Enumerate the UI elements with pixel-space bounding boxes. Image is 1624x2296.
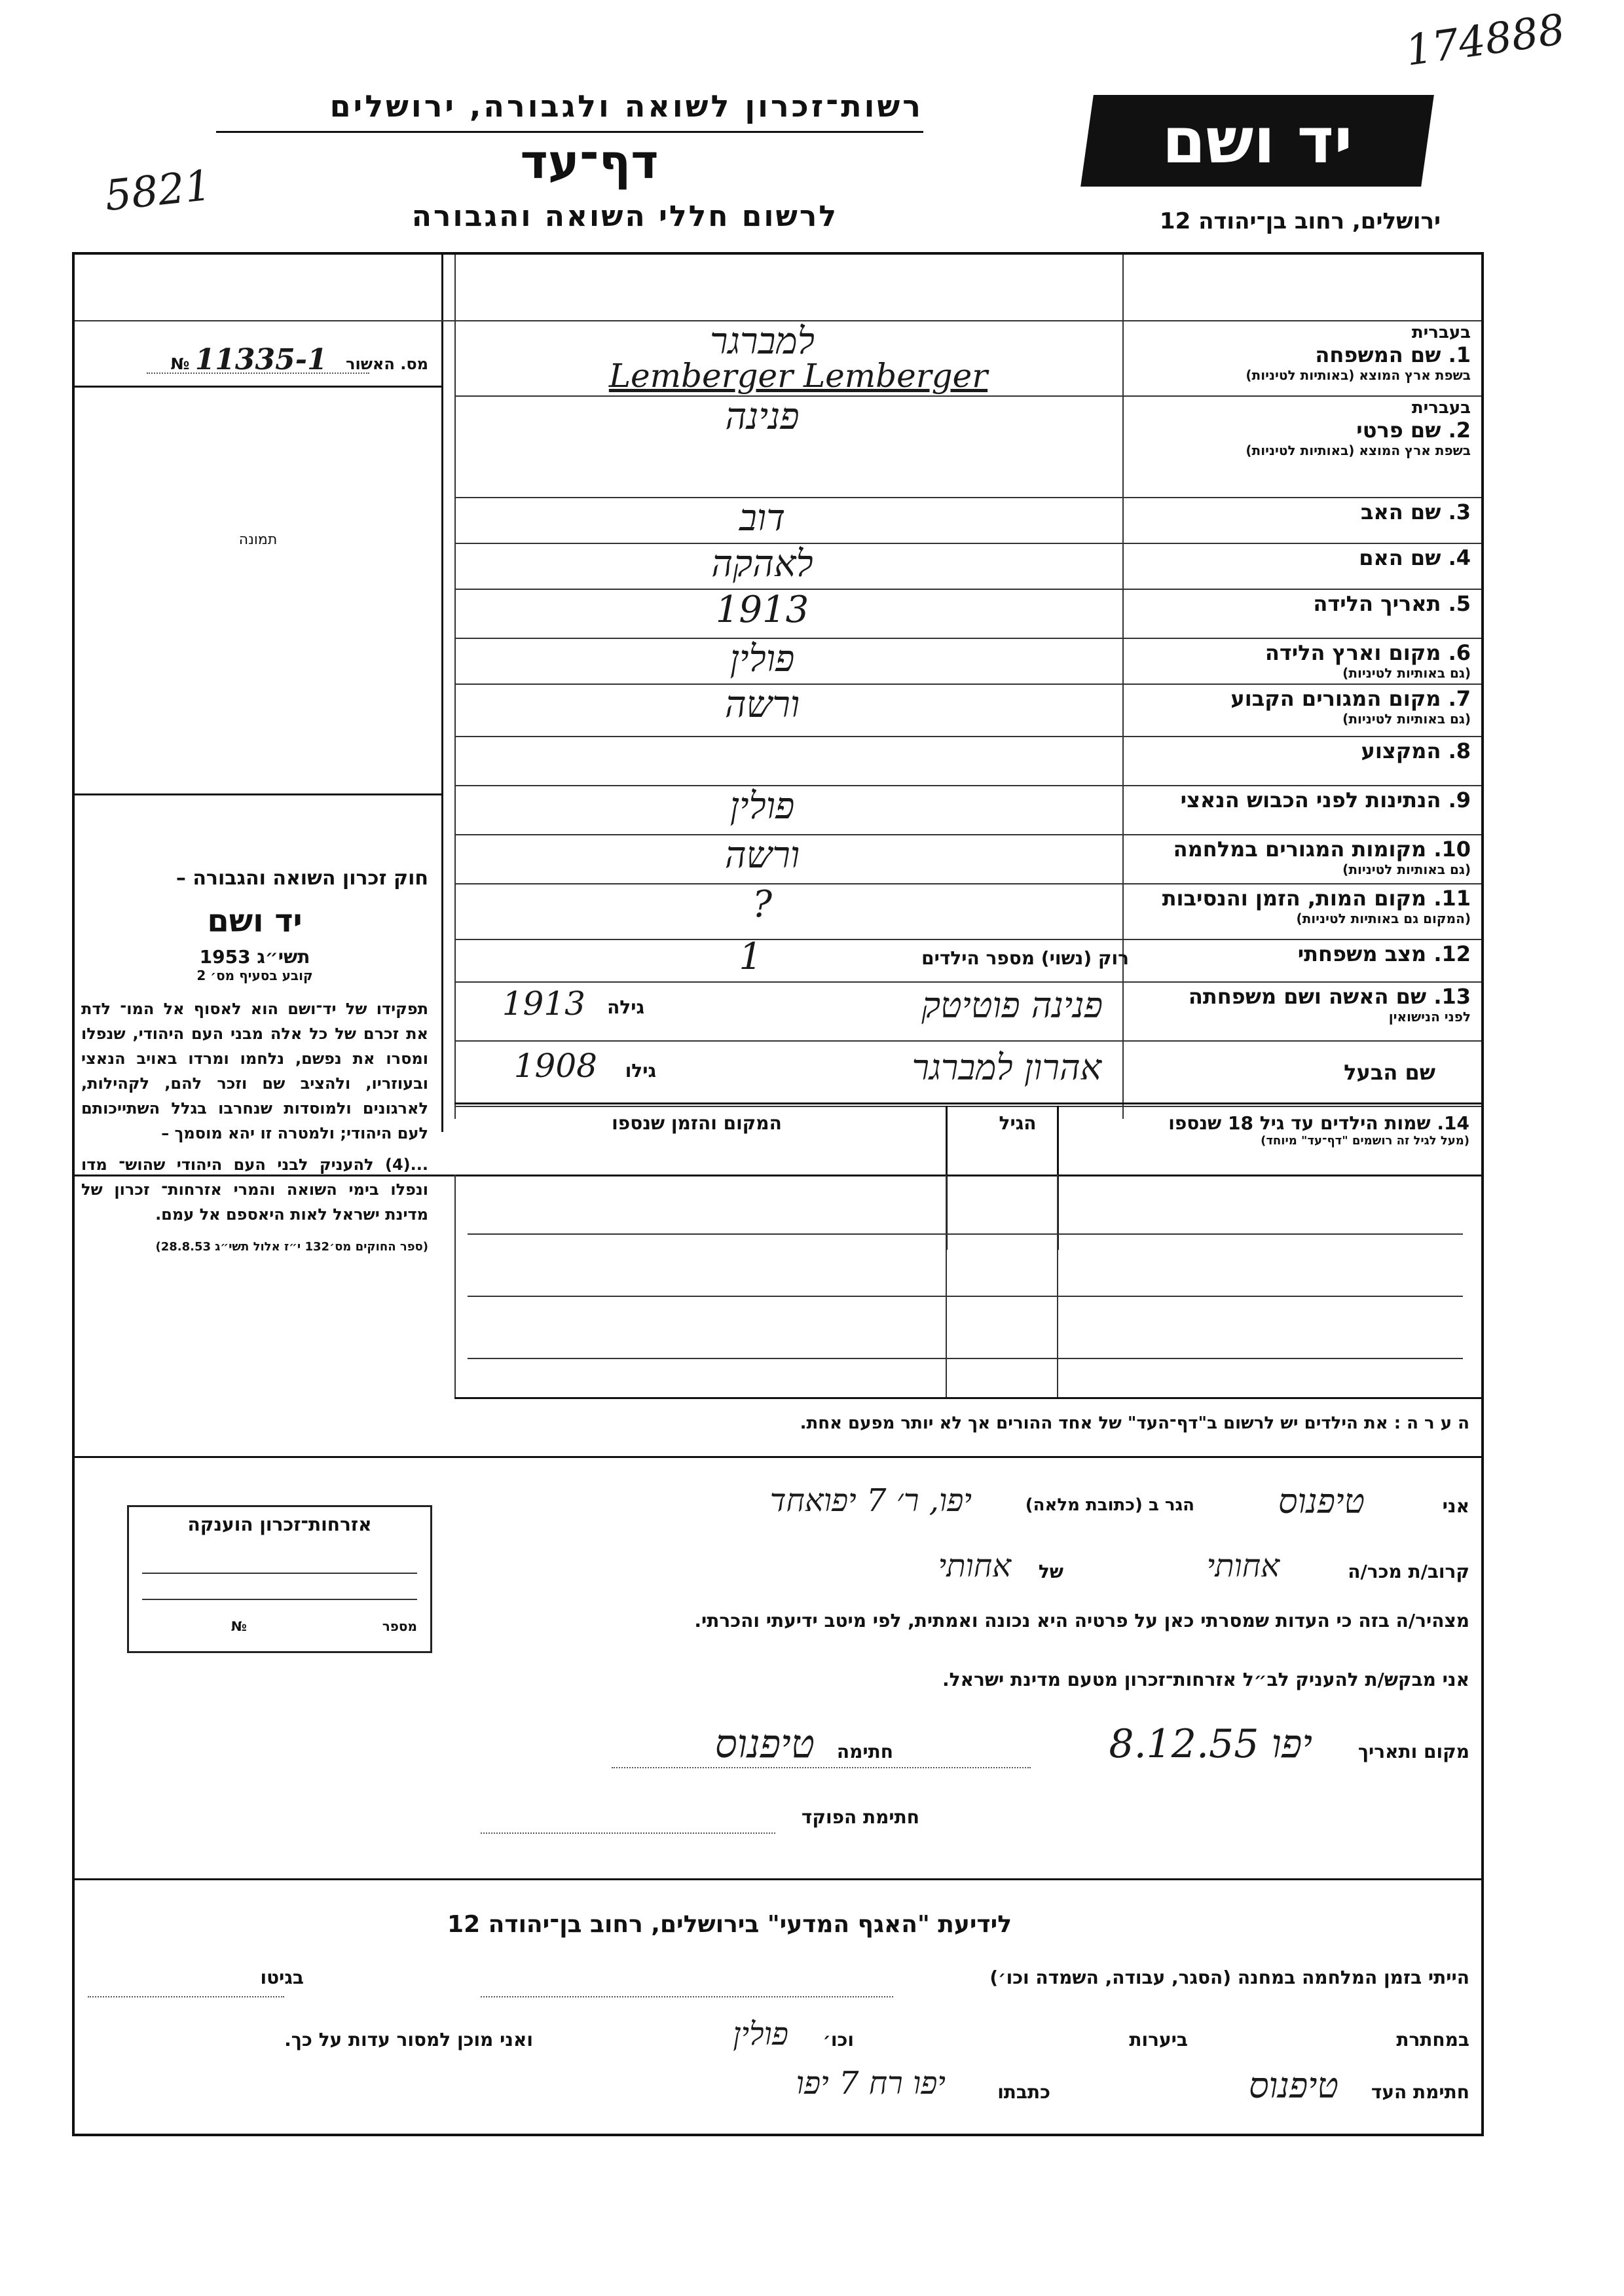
field-label-text: 7. מקום המגורים הקבוע [1230, 686, 1471, 711]
marital-status-row [468, 936, 1129, 978]
field-value: פנינה [725, 395, 800, 438]
testimony-form [72, 252, 1484, 2136]
field-sublabel: בשפת ארץ המוצא (באותיות לטיניות) [1246, 443, 1471, 458]
field-sublabel: (גם באותיות לטיניות) [1342, 862, 1471, 877]
note-text: ה ע ר ה : את הילדים יש לרשום ב"דף־העד" של אחד ההורים אך לא יותר מפעם אחת. [800, 1413, 1469, 1433]
law-title: חוק זכרון השואה והגבורה – [175, 867, 428, 890]
place-date-label: מקום ותאריך [1357, 1741, 1469, 1762]
declarant-signature: טיפנוס [714, 1721, 815, 1767]
children-row-3 [468, 1358, 1463, 1359]
field-row [454, 497, 1481, 544]
citizenship-line-2 [142, 1599, 417, 1600]
logo-text: יד ושם [1162, 104, 1353, 177]
field-value-latin: Lemberger Lemberger [608, 357, 988, 395]
field-label [1143, 941, 1471, 966]
law-text: תפקידו של יד־ושם הוא לאסוף אל המו־ לדת את זכרם של כל אלה מבני העם היהודי, שנפלו ומסרו את נפשם, נלחמו ומרדו באויב הנאצי ובעוזריו, ולהציב שם וזכר להם, לקהילות, לארגונים ולמוסדות שנחרבו בגלל השתייכותם לעם היהודי; ולמטרה זו יהא מוסמך – [81, 1000, 428, 1142]
hand-number-top-text: 174888 [1402, 5, 1568, 76]
declarant-address: יפו, ר׳ 7 יפואחד [769, 1482, 972, 1519]
law-year: תשי״ג 1953 [199, 946, 310, 968]
approval-number [88, 343, 428, 376]
field-label-text: 1. שם המשפחה [1315, 342, 1471, 367]
of-label: של [1038, 1561, 1063, 1582]
of-value: אחותי [938, 1548, 1011, 1584]
field-value: ורשה [724, 834, 800, 877]
marital-options: רוק (נשוי) מספר הילדים [921, 947, 1129, 969]
field-label [1143, 323, 1471, 383]
field-row [454, 785, 1481, 835]
wife-row [468, 985, 1129, 1037]
field-label-text: 11. מקום המות, הזמן והנסיבות [1162, 886, 1471, 911]
left-column-divider [441, 255, 443, 1132]
field-label-text: 10. מקומות המגורים במלחמה [1173, 837, 1471, 862]
footer-camp-label: הייתי בזמן המלחמה במחנה (הסגר, עבודה, השמדה וכו׳) [989, 1967, 1469, 1988]
etc-value: פולין [733, 2016, 788, 2052]
children-col-divider-4 [1057, 1175, 1058, 1397]
form-title: דף־עד [520, 134, 659, 189]
signature-label: חתימה [836, 1741, 893, 1762]
field-sublabel-top: בעברית [1411, 398, 1471, 418]
children-left-border [454, 1175, 456, 1397]
field-label [1143, 398, 1471, 458]
field-label-text: 5. תאריך הלידה [1313, 591, 1471, 616]
etc-label: וכו׳ [822, 2029, 854, 2050]
witness-address-label: כתבתו [997, 2081, 1050, 2103]
field-label-text: 6. מקום וארץ הלידה [1264, 640, 1471, 665]
authority-title: רשות־זכרון לשואה ולגבורה, ירושלים [329, 88, 923, 124]
forests-label: ביערות [1129, 2029, 1188, 2050]
header-rule [216, 131, 923, 133]
citizenship-title: אזרחות־זכרון הוענקה [187, 1514, 372, 1535]
number-sign-icon-2: № [231, 1618, 247, 1634]
field-label [1143, 984, 1471, 1025]
witness-address-value: יפו רח 7 יפו [796, 2065, 946, 2102]
field-value: למברגר [710, 320, 815, 363]
number-sign-icon: № [170, 355, 190, 373]
header-address: ירושלים, רחוב בן־יהודה 12 [1159, 208, 1441, 234]
children-subtitle: (מעל לגיל זה רושמים "דף־עד" מיוחד) [1261, 1134, 1469, 1148]
note-bottom-rule [75, 1456, 1481, 1458]
request-text: אני מבקש/ת להעניק לב״ל אזרחות־זכרון מטעם מדינת ישראל. [942, 1669, 1469, 1690]
place-date-row [454, 1721, 1469, 1780]
approval-dots [147, 373, 369, 374]
photo-area [75, 386, 441, 795]
husband-age: 1908 [513, 1047, 597, 1085]
field-sublabel: (גם באותיות לטיניות) [1342, 711, 1471, 727]
field-label [1143, 591, 1471, 616]
field-label [1143, 788, 1471, 812]
field-label [1143, 545, 1471, 570]
field-row [454, 883, 1481, 940]
partisans-label: במחתרת [1396, 2029, 1469, 2050]
citizenship-box [127, 1505, 432, 1653]
ani-label: אני [1442, 1495, 1469, 1517]
field-row [454, 320, 1481, 397]
field-row [454, 638, 1481, 685]
field-label-text: 4. שם האם [1359, 545, 1471, 570]
ghetto-dots [88, 1996, 284, 1997]
relative-row [454, 1548, 1469, 1600]
law-block [81, 867, 428, 1254]
field-sublabel: (גם באותיות לטיניות) [1342, 665, 1471, 681]
declarant-name: טיפנוס [1278, 1482, 1365, 1522]
field-label [1143, 837, 1471, 877]
field-label-text: 13. שם האשה ושם משפחתה [1188, 984, 1471, 1009]
field-value: לאהקה [711, 543, 813, 585]
field-label [1143, 886, 1471, 926]
witness-signature: טיפנוס [1248, 2065, 1338, 2106]
handwritten-number-left: 5821 [102, 161, 214, 221]
footer-line-3 [88, 2065, 1469, 2121]
wife-age-label: גילה [607, 996, 644, 1018]
official-dots [481, 1832, 775, 1834]
declarant-name-row [454, 1482, 1469, 1535]
husband-name: אהרון למברגר [912, 1047, 1101, 1088]
footer-line-1 [88, 1967, 1469, 2006]
field-label [1143, 500, 1471, 524]
field-sublabel: (המקום גם באותיות לטיניות) [1296, 911, 1471, 926]
children-header-rule [75, 1175, 1481, 1176]
field-value: ורשה [724, 683, 800, 726]
children-row-1 [468, 1233, 1463, 1235]
form-subtitle: לרשום חללי השואה והגבורה [411, 200, 838, 233]
field-label-text: 9. הנתינות לפני הכבוש הנאצי [1180, 788, 1471, 812]
field-label [1143, 738, 1471, 763]
law-name: יד ושם [207, 903, 303, 939]
citizenship-line-1 [142, 1573, 417, 1574]
footer-line-2 [88, 2016, 1469, 2068]
children-count: 1 [739, 936, 762, 978]
husband-label: שם הבעל [1344, 1060, 1435, 1085]
children-col-place: המקום והזמן שנספו [612, 1112, 782, 1134]
field-label [1143, 640, 1471, 681]
field-row [454, 589, 1481, 639]
wife-age: 1913 [502, 985, 585, 1023]
law-text-2: ...(4) להעניק לבני העם היהודי שהוש־ מדו ונפלו בימי השואה והמרי אזרחות־ זכרון של מדינת ישראל לאות היאספם אל עמם. [81, 1156, 428, 1224]
footer-top-rule [75, 1878, 1481, 1880]
field-row [454, 736, 1481, 786]
field-label-text: 8. המקצוע [1361, 738, 1471, 763]
field-label [1143, 686, 1471, 727]
children-title: 14. שמות הילדים עד גיל 18 שנספו [1168, 1112, 1469, 1134]
law-ref: קובע בסעיף מס׳ 2 [196, 968, 313, 983]
field-row [454, 834, 1481, 884]
wife-name: פנינה פוטיטק [921, 985, 1103, 1026]
law-citation: (ספר החוקים מס׳132 י״ז אלול תשי״ג 28.8.53) [155, 1240, 428, 1254]
husband-age-label: גילו [625, 1060, 656, 1082]
children-table-top [454, 1106, 1481, 1107]
field-value: פולין [729, 785, 795, 828]
approval-label: מס. האשור [346, 355, 428, 373]
field-value: פולין [729, 638, 795, 680]
field-row [454, 683, 1481, 737]
relative-label: קרוב/ת מכר/ה [1348, 1561, 1469, 1582]
children-col-divider-3 [946, 1175, 947, 1397]
place-date-value: יפו 8.12.55 [1109, 1721, 1312, 1767]
handwritten-number-top [1403, 5, 1568, 75]
approval-value: 11335-1 [194, 343, 327, 376]
relative-value: אחותי [1206, 1548, 1280, 1584]
field-row [454, 543, 1481, 590]
husband-row [454, 1044, 1481, 1104]
children-row-2 [468, 1296, 1463, 1297]
place-date-dots [612, 1767, 1031, 1768]
field-sublabel: לפני הנישואין [1388, 1009, 1471, 1025]
citizenship-number-label: מספר [382, 1618, 417, 1634]
declaration-text: מצהיר/ה בזה כי העדות שמסרתי כאן על פרטיה היא נכונה ואמתית, לפי מיטב ידיעתי והכרתי. [694, 1610, 1469, 1631]
resides-label: הגר ב (כתובת מלאה) [1025, 1495, 1194, 1515]
witness-signature-label: חתימת העד [1371, 2081, 1469, 2103]
children-col-age: הגיל [999, 1112, 1037, 1134]
field-label-text: 3. שם האב [1360, 500, 1471, 524]
field-label-text: 12. מצב משפחתי [1297, 941, 1471, 966]
photo-label: תמונה [238, 532, 278, 548]
field-value: ? [752, 883, 773, 926]
official-signature-label: חתימת הפוקד [801, 1806, 919, 1828]
camp-dots [481, 1996, 893, 1997]
field-label-text: 2. שם פרטי [1356, 418, 1471, 443]
field-value: דוב [739, 497, 786, 539]
footer-heading: לידיעת "האגף המדעי" בירושלים, רחוב בן־יהודה 12 [447, 1911, 1012, 1938]
field-sublabel-top: בעברית [1411, 323, 1471, 342]
field-row [454, 395, 1481, 498]
field-sublabel: בשפת ארץ המוצא (באותיות לטיניות) [1246, 367, 1471, 383]
ready-text: ואני מוכן למסור עדות על כך. [284, 2029, 533, 2050]
footer-ghetto-label: בגיטו [260, 1967, 304, 1988]
yad-vashem-logo [1080, 95, 1434, 187]
children-table-title [1096, 1112, 1469, 1148]
note-top-rule [454, 1397, 1481, 1399]
field-value: 1913 [715, 589, 809, 631]
citizenship-number [142, 1618, 417, 1634]
